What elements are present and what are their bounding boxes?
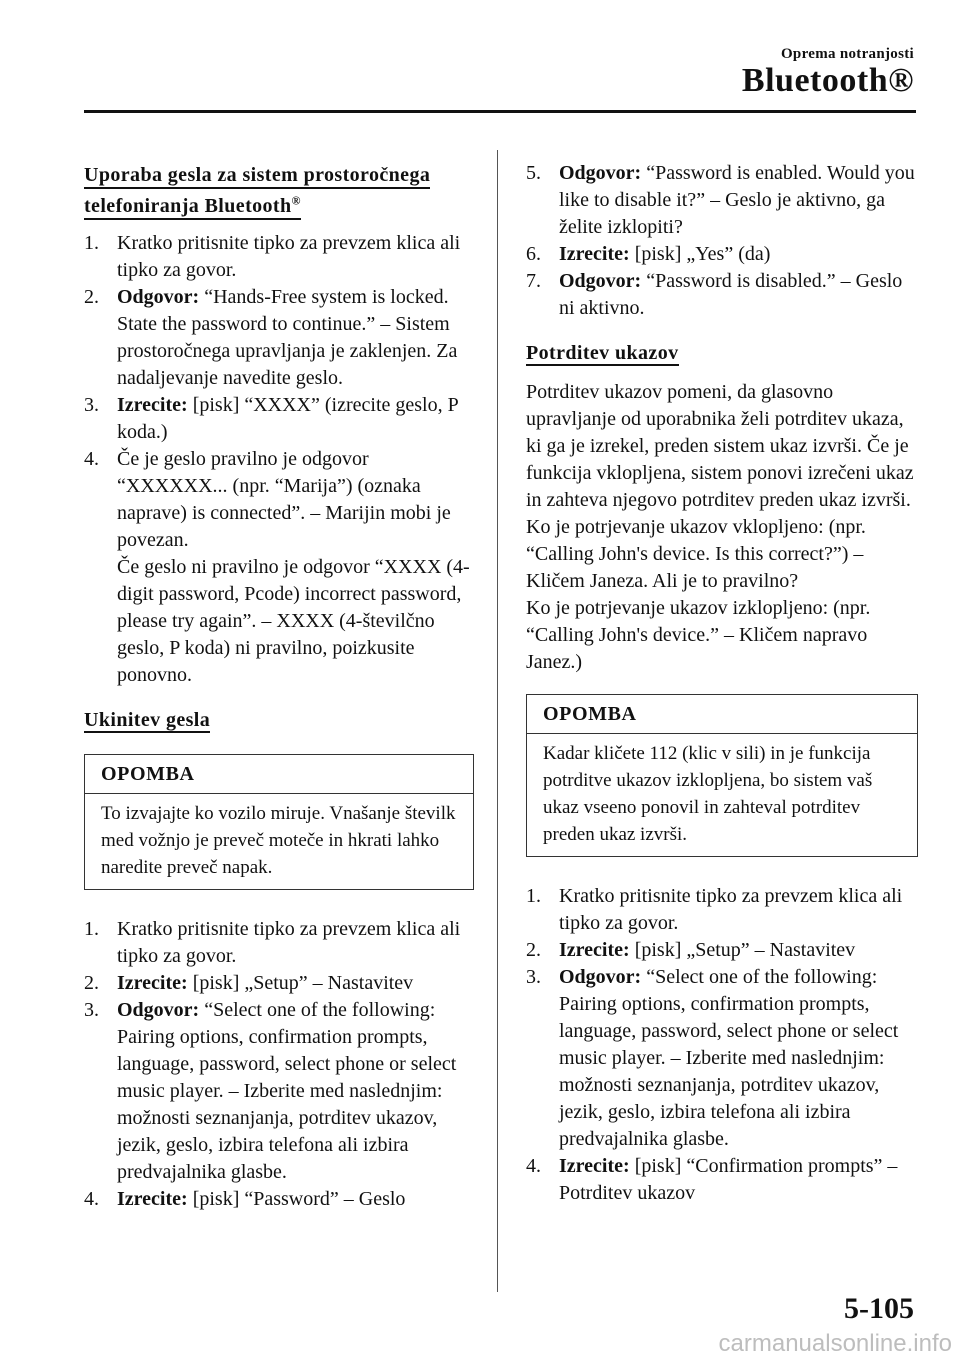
- confirmation-steps: [526, 883, 918, 1207]
- section-heading-confirmation-prompts: Potrditev ukazov: [526, 342, 679, 364]
- watermark: carmanualsonline.info: [718, 1330, 952, 1357]
- list-item: 2. Izrecite: [pisk] „Setup” – Nastavitev: [526, 939, 856, 961]
- list-item: 4. Izrecite: [pisk] “Password” – Geslo: [84, 1188, 406, 1210]
- header-rule: [84, 110, 916, 113]
- list-item: 1. Kratko pritisnite tipko za prevzem klica ali tipko za govor.: [84, 918, 461, 967]
- paragraph: Ko je potrjevanje ukazov vklopljeno: (npr. “Calling John's device. Is this correct?”) – Kličem Janeza. Ali je to pravilno?: [526, 516, 866, 592]
- list-item: 2. Odgovor: “Hands-Free system is locked. State the password to continue.” – Sistem prostoročnega upravljanja je zaklenjen. Za nadaljevanje navedite geslo.: [84, 286, 458, 389]
- note-title: OPOMBA: [85, 755, 473, 794]
- list-item: 4. Če je geslo pravilno je odgovor “XXXXXX... (npr. “Marija”) (oznaka naprave) is connected”. – Marijin mobi je povezan. Če geslo ni pravilno je odgovor “XXXX (4-digit password, Pcode) incorrect password, please try again”. – XXXX (4-številčno geslo, P koda) ni pravilno, poizkusite ponovno.: [84, 448, 470, 686]
- paragraph: Ko je potrjevanje ukazov izklopljeno: (npr. “Calling John's device.” – Kličem napravo Janez.): [526, 597, 871, 673]
- paragraph: Potrditev ukazov pomeni, da glasovno upravljanje od uporabnika želi potrditev ukaza, ki ga je izrekel, preden sistem ukaz izvrši. Če je funkcija vklopljena, sistem ponovi izrečeni ukaz in zahteva njegovo potrditev preden ukaz izvrši.: [526, 381, 914, 511]
- note-box: [526, 694, 918, 857]
- disable-password-steps: [84, 916, 474, 1213]
- column-divider: [497, 150, 498, 1292]
- list-item: 1. Kratko pritisnite tipko za prevzem klica ali tipko za govor.: [84, 232, 461, 281]
- list-item: 3. Izrecite: [pisk] “XXXX” (izrecite geslo, P koda.): [84, 394, 458, 443]
- list-item: 4. Izrecite: [pisk] “Confirmation prompts” – Potrditev ukazov: [526, 1155, 898, 1204]
- page-number: 5-105: [844, 1292, 914, 1325]
- list-item: 5. Odgovor: “Password is enabled. Would you like to disable it?” – Geslo je aktivno, ga želite izklopiti?: [526, 162, 915, 238]
- list-item: 2. Izrecite: [pisk] „Setup” – Nastavitev: [84, 972, 414, 994]
- list-item: 3. Odgovor: “Select one of the following: Pairing options, confirmation prompts, language, password, select phone or select music player. – Izberite med naslednjim: možnosti seznanjanja, potrditev ukazov, jezik, geslo, izbira telefona ali izbira predvajalnika glasbe.: [84, 999, 457, 1183]
- header-chapter: Oprema notranjosti: [780, 46, 914, 62]
- note-text: To izvajajte ko vozilo miruje. Vnašanje številk med vožnjo je preveč moteče in hkrati lahko naredite preveč napak.: [101, 803, 456, 878]
- note-text: Kadar kličete 112 (klic v sili) in je funkcija potrditve ukazov izklopljena, bo sistem vaš ukaz vseeno ponovil in zahteval potrditev preden ukaz izvrši.: [543, 743, 873, 845]
- note-title: OPOMBA: [527, 695, 917, 734]
- section-heading-disable-password: Ukinitev gesla: [84, 709, 211, 731]
- list-item: 6. Izrecite: [pisk] „Yes” (da): [526, 243, 771, 265]
- section-heading-disable-password-wrap: [84, 705, 474, 736]
- section-heading-password-use: Uporaba gesla za sistem prostoročnega telefoniranja Bluetooth®: [84, 160, 474, 222]
- section-heading-confirmation-wrap: [526, 338, 918, 369]
- list-item: 7. Odgovor: “Password is disabled.” – Geslo ni aktivno.: [526, 270, 903, 319]
- password-use-steps: [84, 230, 474, 689]
- list-item: 1. Kratko pritisnite tipko za prevzem klica ali tipko za govor.: [526, 885, 903, 934]
- right-column: [526, 160, 918, 1207]
- left-column: [84, 160, 474, 1213]
- header-title: Bluetooth®: [741, 62, 914, 99]
- list-item: 3. Odgovor: “Select one of the following: Pairing options, confirmation prompts, language, password, select phone or select music player. – Izberite med naslednjim: možnosti seznanjanja, potrditev ukazov, jezik, geslo, izbira telefona ali izbira predvajalnika glasbe.: [526, 966, 899, 1150]
- disable-password-steps-continued: [526, 160, 918, 322]
- note-box: [84, 754, 474, 890]
